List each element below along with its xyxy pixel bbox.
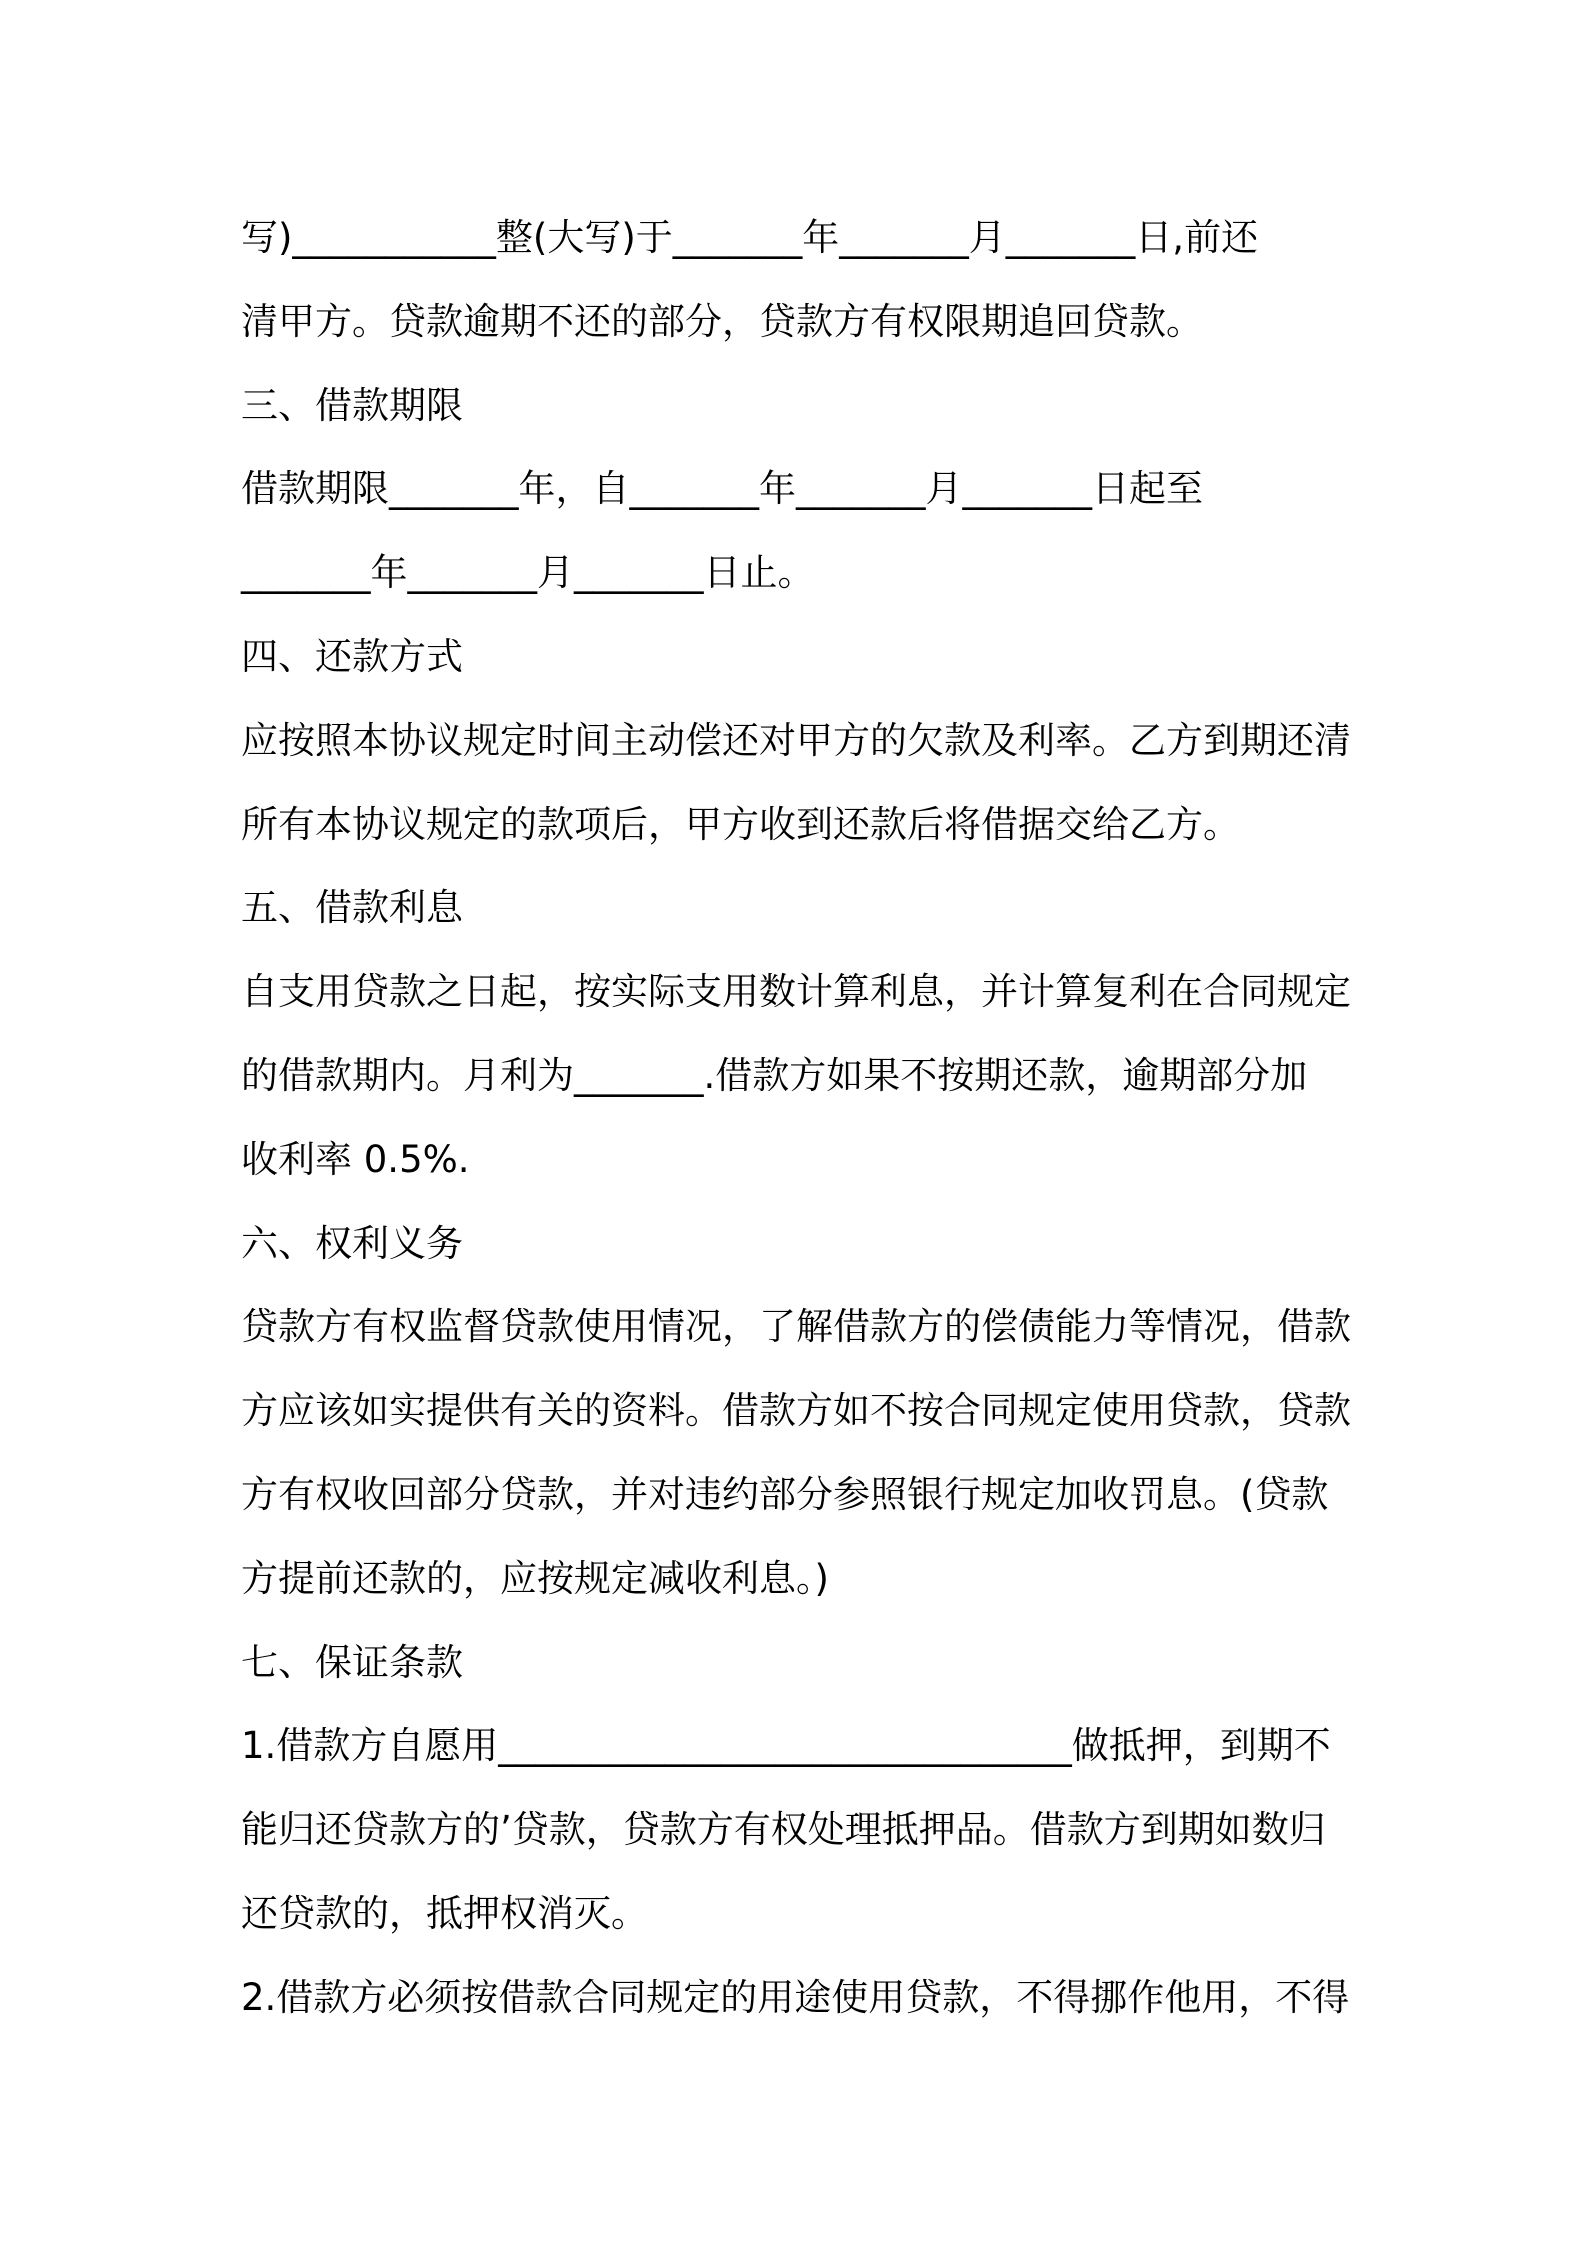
guarantee-collateral-text: 还贷款的，抵押权消灭。 [241, 1891, 648, 1935]
paragraph-line [241, 783, 1359, 867]
paragraph-line [241, 1118, 1359, 1202]
paragraph-line [241, 1453, 1359, 1537]
paragraph-line [241, 531, 1359, 615]
section-heading [241, 1202, 1359, 1286]
guarantee-collateral-text: 能归还贷款方的’贷款，贷款方有权处理抵押品。借款方到期如数归 [241, 1808, 1326, 1852]
repayment-method-text: 应按照本协议规定时间主动偿还对甲方的欠款及利率。乙方到期还清 [241, 718, 1351, 762]
loan-interest-text: 的借款期内。月利为_______.借款方如果不按期还款，逾期部分加 [241, 1053, 1308, 1097]
paragraph-line [241, 1704, 1359, 1788]
section-heading [241, 364, 1359, 448]
paragraph-line [241, 1788, 1359, 1872]
paragraph-line [241, 1034, 1359, 1118]
repayment-date-text: 写)___________整(大写)于_______年_______月_______日,前还 [241, 216, 1259, 259]
loan-term-text: 借款期限_______年，自_______年_______月_______日起至 [241, 467, 1203, 511]
paragraph-line [241, 447, 1359, 531]
rights-obligations-text: 方提前还款的，应按规定减收利息。) [241, 1556, 829, 1600]
section-heading-loan-term: 三、借款期限 [241, 383, 463, 427]
paragraph-line [241, 1872, 1359, 1956]
section-heading-repayment-method: 四、还款方式 [241, 634, 463, 678]
guarantee-usage-text: 2.借款方必须按借款合同规定的用途使用贷款，不得挪作他用，不得 [241, 1975, 1350, 2019]
rights-obligations-text: 方有权收回部分贷款，并对违约部分参照银行规定加收罚息。(贷款 [241, 1472, 1329, 1516]
overdue-recovery-text: 清甲方。贷款逾期不还的部分，贷款方有权限期追回贷款。 [241, 299, 1203, 343]
paragraph-line [241, 1956, 1359, 2040]
guarantee-collateral-text: 1.借款方自愿用_______________________________做抵押，到期不 [241, 1724, 1331, 1768]
section-heading-rights-obligations: 六、权利义务 [241, 1221, 463, 1265]
paragraph-line [241, 699, 1359, 783]
rights-obligations-text: 方应该如实提供有关的资料。借款方如不按合同规定使用贷款，贷款 [241, 1389, 1351, 1433]
repayment-method-text: 所有本协议规定的款项后，甲方收到还款后将借据交给乙方。 [241, 802, 1240, 846]
paragraph-line [241, 1369, 1359, 1453]
paragraph-line [241, 1537, 1359, 1621]
loan-interest-rate-text: 收利率 0.5%. [241, 1137, 470, 1181]
section-heading [241, 615, 1359, 699]
paragraph-line [241, 1285, 1359, 1369]
loan-term-end-text: _______年_______月_______日止。 [241, 551, 815, 595]
paragraph-line [241, 280, 1359, 364]
section-heading-guarantee-terms: 七、保证条款 [241, 1640, 463, 1684]
section-heading [241, 1621, 1359, 1705]
loan-interest-text: 自支用贷款之日起，按实际支用数计算利息，并计算复利在合同规定 [241, 970, 1351, 1014]
paragraph-line [241, 950, 1359, 1034]
section-heading [241, 866, 1359, 950]
section-heading-loan-interest: 五、借款利息 [241, 886, 463, 930]
document-body [241, 196, 1359, 2040]
paragraph-line [241, 196, 1359, 280]
rights-obligations-text: 贷款方有权监督贷款使用情况，了解借款方的偿债能力等情况，借款 [241, 1305, 1351, 1349]
